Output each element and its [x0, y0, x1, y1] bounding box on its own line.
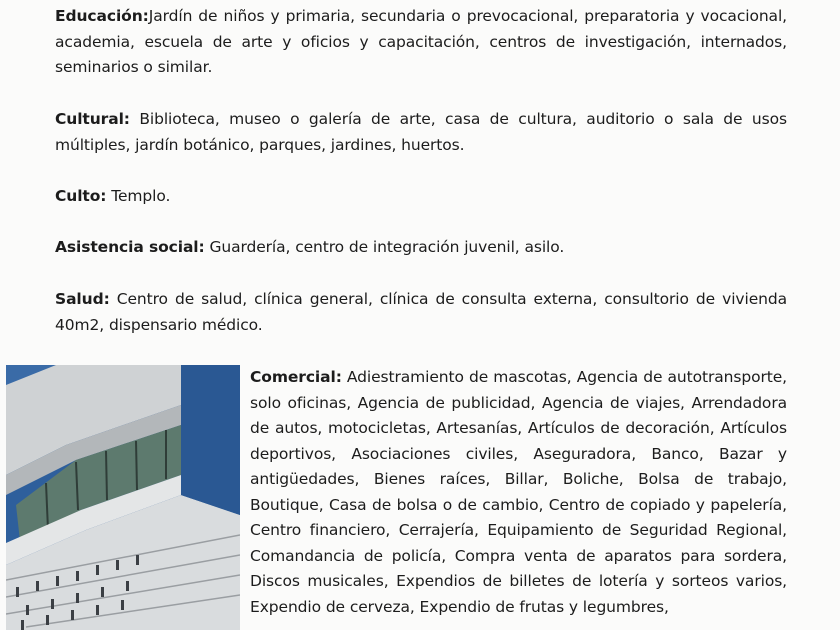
section-comercial	[250, 365, 787, 620]
section-label: Educación:	[55, 7, 149, 25]
section-culto	[55, 184, 787, 210]
section-asistencia-social	[55, 235, 787, 261]
building-photo	[6, 365, 240, 630]
section-text: Adiestramiento de mascotas, Agencia de autotransporte, solo oficinas, Agencia de publicidad, Agencia de viajes, Arrendadora de autos, motocicletas, Artesanías, Artículos de decoración, Artículos deportivos, Asociaciones civiles, Aseguradora, Banco, Bazar y antigüedades, Bienes raíces, Billar, Boliche, Bolsa de trabajo, Boutique, Casa de bolsa o de cambio, Centro de copiado y papelería, Centro financiero, Cerrajería, Equipamiento de Seguridad Regional, Comandancia de policía, Compra venta de aparatos para sordera, Discos musicales, Expendios de billetes de lotería y sorteos varios, Expendio de cerveza, Expendio de frutas y legumbres,	[250, 368, 787, 616]
section-label: Comercial:	[250, 368, 342, 386]
section-text: Centro de salud, clínica general, clínica de consulta externa, consultorio de vivienda 40m2, dispensario médico.	[55, 290, 787, 334]
section-cultural	[55, 107, 787, 158]
section-text: Guardería, centro de integración juvenil, asilo.	[204, 238, 565, 256]
section-text: Jardín de niños y primaria, secundaria o prevocacional, preparatoria y vocacional, academia, escuela de arte y oficios y capacitación, centros de investigación, internados, seminarios o similar.	[55, 7, 787, 76]
section-salud	[55, 287, 787, 338]
section-text: Templo.	[106, 187, 171, 205]
section-educacion	[55, 4, 787, 81]
section-label: Asistencia social:	[55, 238, 205, 256]
section-label: Salud:	[55, 290, 110, 308]
section-text: Biblioteca, museo o galería de arte, casa de cultura, auditorio o sala de usos múltiples, jardín botánico, parques, jardines, huertos.	[55, 110, 787, 154]
section-label: Cultural:	[55, 110, 130, 128]
section-label: Culto:	[55, 187, 107, 205]
